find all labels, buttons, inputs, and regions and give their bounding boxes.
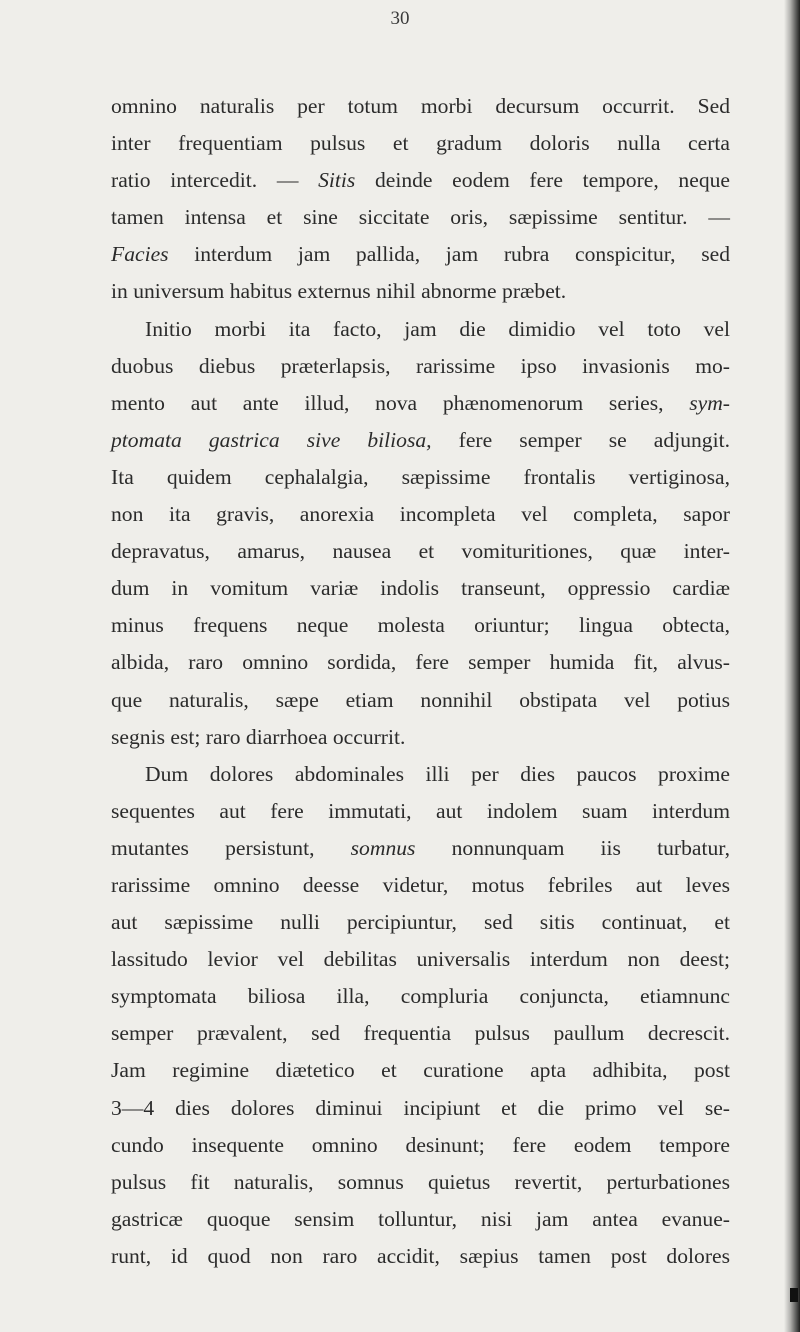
text-run: non ita gravis, anorexia incompleta vel completa, sapor [111, 502, 730, 527]
text-run: interdum jam pallida, jam rubra conspicitur, sed [168, 242, 730, 267]
italic-term: ptomata gastrica sive biliosa, [111, 427, 432, 452]
text-run: segnis est; raro diarrhoea occurrit. [111, 724, 406, 749]
text-line [111, 422, 730, 459]
text-run: dum in vomitum variæ indolis transeunt, oppressio cardiæ [111, 576, 730, 601]
text-run: pulsus fit naturalis, somnus quietus revertit, perturbationes [111, 1169, 730, 1194]
text-line [111, 533, 730, 570]
text-run: rarissime omnino deesse videtur, motus febriles aut leves [111, 872, 730, 897]
text-run: Initio morbi ita facto, jam die dimidio vel toto vel [145, 316, 730, 341]
text-run: semper prævalent, sed frequentia pulsus paullum decrescit. [111, 1021, 730, 1046]
text-line [111, 496, 730, 533]
text-line [111, 1238, 730, 1275]
text-run: inter frequentiam pulsus et gradum doloris nulla certa [111, 131, 730, 156]
text-run: gastricæ quoque sensim tolluntur, nisi jam antea evanue- [111, 1206, 730, 1231]
text-line [111, 1164, 730, 1201]
text-line [111, 311, 730, 348]
text-line [111, 236, 730, 273]
text-run: mutantes persistunt, [111, 835, 351, 860]
text-run: que naturalis, sæpe etiam nonnihil obstipata vel potius [111, 687, 730, 712]
italic-term: Sitis [318, 168, 356, 193]
text-run: cundo insequente omnino desinunt; fere eodem tempore [111, 1132, 730, 1157]
text-line [111, 904, 730, 941]
text-run: deinde eodem fere tempore, neque [355, 168, 730, 193]
text-line [111, 273, 730, 310]
text-line [111, 125, 730, 162]
text-line [111, 162, 730, 199]
page-number: 30 [390, 8, 410, 29]
text-line [111, 682, 730, 719]
text-run: minus frequens neque molesta oriuntur; lingua obtecta, [111, 613, 730, 638]
text-line [111, 1090, 730, 1127]
text-run: Jam regimine diætetico et curatione apta adhibita, post [111, 1058, 730, 1083]
text-run: Dum dolores abdominales illi per dies paucos proxime [145, 761, 730, 786]
text-line [111, 978, 730, 1015]
text-line [111, 1201, 730, 1238]
italic-term: sym- [689, 390, 730, 415]
page-edge-shadow [784, 0, 800, 1332]
text-line [111, 570, 730, 607]
body-text [111, 88, 730, 1275]
text-line [111, 459, 730, 496]
text-line [111, 644, 730, 681]
text-line [111, 867, 730, 904]
text-run: duobus diebus præterlapsis, rarissime ipso invasionis mo- [111, 353, 730, 378]
text-run: mento aut ante illud, nova phænomenorum series, [111, 390, 690, 415]
text-line [111, 1015, 730, 1052]
text-line [111, 385, 730, 422]
text-run: tamen intensa et sine siccitate oris, sæpissime sentitur. — [111, 205, 730, 230]
text-line [111, 199, 730, 236]
text-run: in universum habitus externus nihil abnorme præbet. [111, 279, 567, 304]
text-run: Ita quidem cephalalgia, sæpissime frontalis vertiginosa, [111, 464, 730, 489]
text-run: symptomata biliosa illa, compluria conjuncta, etiamnunc [111, 984, 730, 1009]
text-line [111, 607, 730, 644]
text-line [111, 793, 730, 830]
text-run: ratio intercedit. — [111, 168, 319, 193]
text-line [111, 756, 730, 793]
text-line [111, 941, 730, 978]
text-line [111, 88, 730, 125]
text-line [111, 1052, 730, 1089]
text-run: omnino naturalis per totum morbi decursum occurrit. Sed [111, 94, 730, 118]
text-run: albida, raro omnino sordida, fere semper humida fit, alvus- [111, 650, 730, 675]
text-run: depravatus, amarus, nausea et vomituritiones, quæ inter- [111, 539, 730, 564]
text-run: nonnunquam iis turbatur, [415, 835, 730, 860]
text-run: fere semper se adjungit. [431, 427, 730, 452]
page-edge-mark [790, 1288, 798, 1302]
text-line [111, 348, 730, 385]
text-run: sequentes aut fere immutati, aut indolem suam interdum [111, 798, 730, 823]
text-run: 3—4 dies dolores diminui incipiunt et die primo vel se- [111, 1095, 730, 1120]
text-run: aut sæpissime nulli percipiuntur, sed sitis continuat, et [111, 910, 730, 935]
text-line [111, 830, 730, 867]
italic-term: Facies [111, 242, 169, 267]
text-line [111, 1127, 730, 1164]
italic-term: somnus [350, 835, 416, 860]
text-run: lassitudo levior vel debilitas universalis interdum non deest; [111, 947, 730, 972]
text-run: runt, id quod non raro accidit, sæpius tamen post dolores [111, 1243, 730, 1268]
text-line [111, 719, 730, 756]
